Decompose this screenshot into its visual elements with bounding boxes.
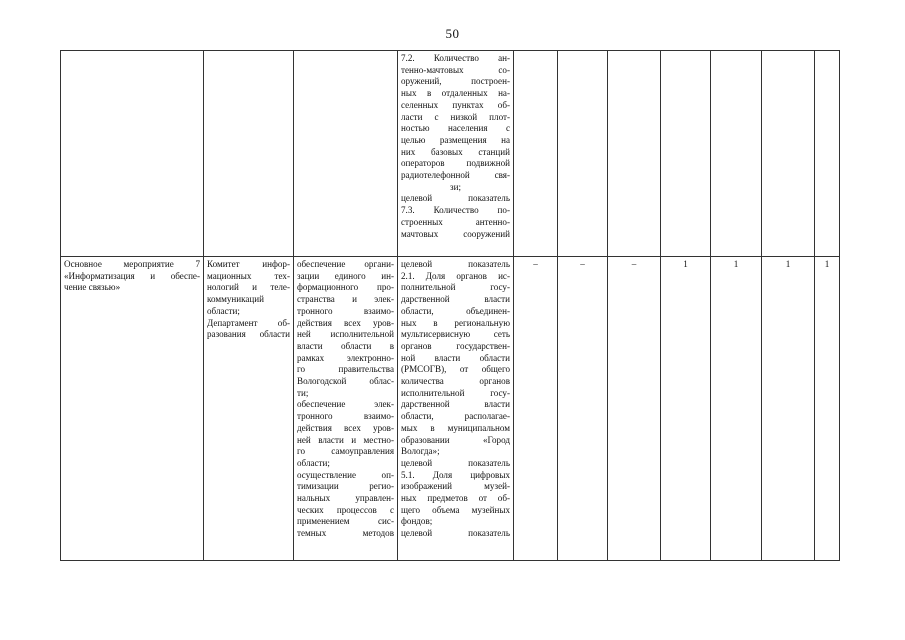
text-line: ней исполнительной <box>297 329 394 340</box>
text-line: мачтовых сооружений <box>401 228 510 239</box>
text-line: 7.2. Количество ан- <box>401 53 510 63</box>
cell-indicators <box>398 257 514 561</box>
text-line: области, объединен- <box>401 305 510 316</box>
text-line: них базовых станций <box>401 146 510 157</box>
text-line: целевой показатель <box>401 259 510 269</box>
cell-year-3: – <box>608 257 661 561</box>
text-line: строенных антенно- <box>401 216 510 227</box>
text-line: ностью населения с <box>401 123 510 134</box>
text-line: операторов подвижной <box>401 158 510 169</box>
text-line: щего объема музейных <box>401 504 510 515</box>
text-line: нальных управлен- <box>297 493 394 504</box>
text-line: коммуникаций <box>207 294 265 305</box>
text-line: тенно-мачтовых со- <box>401 64 510 75</box>
page-number: 50 <box>445 26 460 41</box>
text-line: 2.1. Доля органов ис- <box>401 270 510 281</box>
text-line: осуществление оп- <box>297 469 394 480</box>
text-line: «Информатизация и обеспе- <box>64 270 200 281</box>
text-line: рамках электронно- <box>297 352 394 363</box>
text-line: дарственной власти <box>401 294 510 305</box>
text-line: ней власти и местно- <box>297 434 394 445</box>
text-line: го самоуправления <box>297 446 394 457</box>
directions-text <box>297 259 394 540</box>
text-line: исполнительной госу- <box>401 387 510 398</box>
text-line: обеспечение элек- <box>297 399 394 410</box>
table-row-continuation <box>61 51 840 257</box>
text-line: тронного взаимо- <box>297 411 394 422</box>
event-text <box>64 259 200 294</box>
indicators-text <box>401 53 510 240</box>
text-line: ласти с низкой плот- <box>401 111 510 122</box>
text-line: полнительной госу- <box>401 282 510 293</box>
indicators-text <box>401 259 510 540</box>
text-line: фондов; <box>401 516 433 527</box>
text-line: зации единого ин- <box>297 270 394 281</box>
text-line: радиотелефонной свя- <box>401 170 510 181</box>
table-row-main-event-7 <box>61 257 840 561</box>
text-line: области, располагае- <box>401 411 510 422</box>
cell-year-6: 1 <box>762 257 815 561</box>
text-line: ных в отдаленных на- <box>401 88 510 99</box>
text-line: странства и элек- <box>297 294 394 305</box>
cell-directions <box>294 257 398 561</box>
text-line: применением сис- <box>297 516 394 527</box>
text-line: целевой показатель <box>401 193 510 204</box>
text-line: ных предметов от об- <box>401 493 510 504</box>
text-line: действия всех уров- <box>297 422 394 433</box>
text-line: чение связью» <box>64 282 121 293</box>
text-line: целью размещения на <box>401 134 510 145</box>
cell-year-1 <box>514 51 558 257</box>
text-line: мультисервисную сеть <box>401 329 510 340</box>
text-line: обеспечение органи- <box>297 259 394 269</box>
text-line: оружений, построен- <box>401 76 510 87</box>
text-line: го правительства <box>297 364 394 375</box>
text-line: Департамент об- <box>207 317 290 328</box>
cell-event <box>61 257 204 561</box>
text-line: зи; <box>450 181 461 192</box>
cell-year-2: – <box>558 257 608 561</box>
text-line: ти; <box>297 387 309 398</box>
cell-event <box>61 51 204 257</box>
text-line: мых в муниципальном <box>401 422 510 433</box>
cell-year-1: – <box>514 257 558 561</box>
text-line: образовании «Город <box>401 434 510 445</box>
text-line: действия всех уров- <box>297 317 394 328</box>
text-line: ной власти области <box>401 352 510 363</box>
text-line: целевой показатель <box>401 528 510 539</box>
text-line: разования области <box>207 329 290 340</box>
text-line: органов государствен- <box>401 340 510 351</box>
cell-executor <box>204 257 294 561</box>
text-line: Вологда»; <box>401 446 440 457</box>
cell-year-3 <box>608 51 661 257</box>
text-line: изображений музей- <box>401 481 510 492</box>
text-line: тимизации регио- <box>297 481 394 492</box>
text-line: мационных тех- <box>207 270 290 281</box>
executor-text <box>207 259 290 341</box>
text-line: Комитет инфор- <box>207 259 290 269</box>
text-line: ных в региональную <box>401 317 510 328</box>
text-line: темных методов <box>297 528 394 539</box>
text-line: формационного про- <box>297 282 394 293</box>
text-line: 5.1. Доля цифровых <box>401 469 510 480</box>
cell-directions <box>294 51 398 257</box>
cell-year-7 <box>815 51 840 257</box>
text-line: Вологодской облас- <box>297 376 394 387</box>
text-line: количества органов <box>401 376 510 387</box>
text-line: (РМСОГВ), от общего <box>401 364 510 375</box>
text-line: 7.3. Количество по- <box>401 205 510 216</box>
text-line: области; <box>207 305 240 316</box>
cell-year-6 <box>762 51 815 257</box>
cell-year-7: 1 <box>815 257 840 561</box>
cell-year-5: 1 <box>711 257 762 561</box>
cell-year-5 <box>711 51 762 257</box>
text-line: селенных пунктах об- <box>401 99 510 110</box>
cell-year-4 <box>661 51 711 257</box>
text-line: целевой показатель <box>401 457 510 468</box>
cell-indicators <box>398 51 514 257</box>
text-line: дарственной власти <box>401 399 510 410</box>
text-line: области; <box>297 457 330 468</box>
cell-year-2 <box>558 51 608 257</box>
text-line: власти области в <box>297 340 394 351</box>
text-line: нологий и теле- <box>207 282 290 293</box>
cell-year-4: 1 <box>661 257 711 561</box>
text-line: Основное мероприятие 7 <box>64 259 200 269</box>
cell-executor <box>204 51 294 257</box>
text-line: ческих процессов с <box>297 504 394 515</box>
text-line: тронного взаимо- <box>297 305 394 316</box>
program-table <box>60 50 840 561</box>
